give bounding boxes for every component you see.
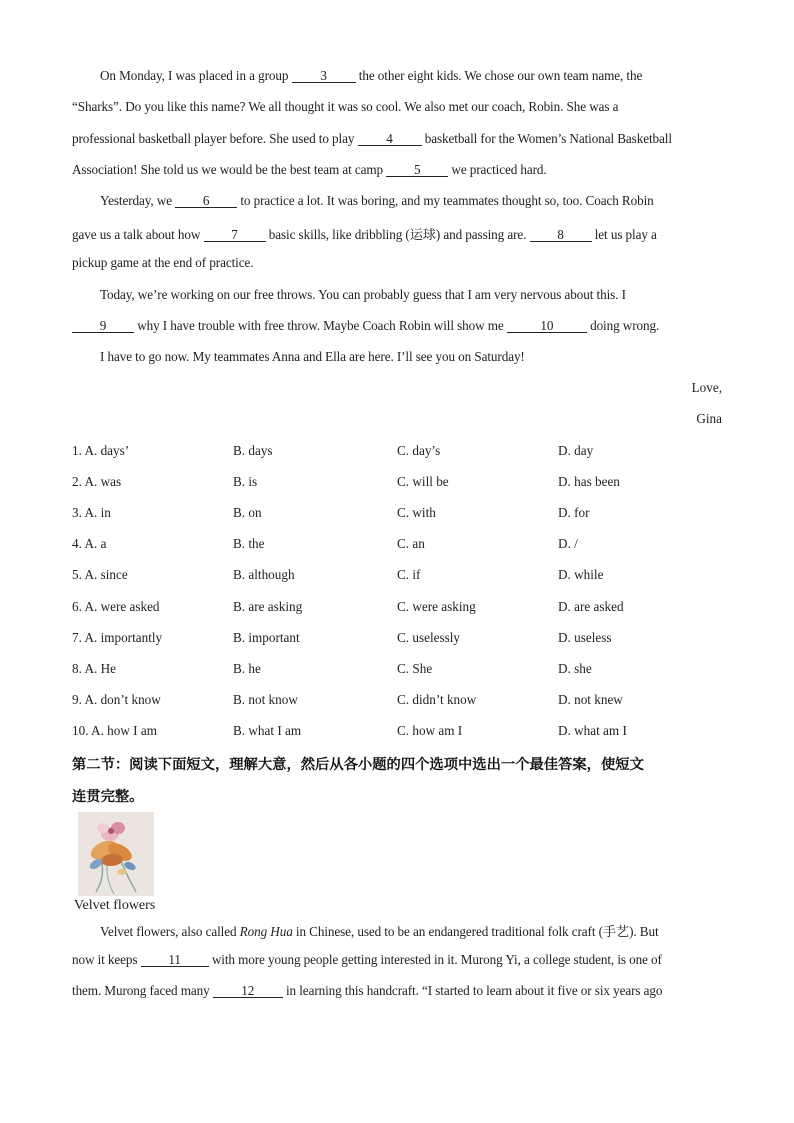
option-10a[interactable]: 10. A. how I am (72, 723, 157, 738)
text: in learning this handcraft. “I started to learn about it five or six years ago (282, 983, 663, 998)
option-7b[interactable]: B. important (233, 630, 300, 645)
letter-line (72, 131, 672, 147)
text: now it keeps (72, 952, 141, 967)
option-2d[interactable]: D. has been (558, 474, 620, 489)
option-1b[interactable]: B. days (233, 443, 273, 458)
text: why I have trouble with free throw. Maybe Coach Robin will show me (134, 318, 507, 333)
section-heading: 第二节：阅读下面短文，理解大意，然后从各小题的四个选项中选出一个最佳答案，使短文 (72, 757, 644, 773)
text: let us play a (591, 227, 657, 242)
blank-3: 3 (292, 69, 356, 83)
option-6a[interactable]: 6. A. were asked (72, 599, 160, 614)
passage-line (72, 983, 662, 999)
option-9a[interactable]: 9. A. don’t know (72, 692, 161, 707)
option-2c[interactable]: C. will be (397, 474, 449, 489)
letter-line (72, 255, 253, 271)
text: gave us a talk about how (72, 227, 204, 242)
option-6c[interactable]: C. were asking (397, 599, 476, 614)
text: “Sharks”. Do you like this name? We all thought it was so cool. We also met our coach, Robin. She was a (72, 99, 619, 114)
text: pickup game at the end of practice. (72, 255, 254, 270)
text: in Chinese, used to be an endangered traditional folk craft (手艺). But (292, 924, 659, 939)
option-8c[interactable]: C. She (397, 661, 433, 676)
letter-line (100, 193, 654, 209)
blank-10: 10 (507, 319, 587, 333)
letter-line (100, 349, 525, 365)
option-8b[interactable]: B. he (233, 661, 261, 676)
option-4d[interactable]: D. / (558, 536, 578, 551)
option-4a[interactable]: 4. A. a (72, 536, 107, 551)
text: basic skills, like dribbling (运球) and passing are. (265, 227, 530, 242)
option-7a[interactable]: 7. A. importantly (72, 630, 163, 645)
option-4b[interactable]: B. the (233, 536, 265, 551)
letter-line (72, 224, 657, 243)
text: I have to go now. My teammates Anna and Ella are here. I’ll see you on Saturday! (100, 349, 525, 364)
text: Today, we’re working on our free throws. You can probably guess that I am very nervous about this. I (100, 287, 626, 302)
section-heading-cont: 连贯完整。 (72, 789, 144, 805)
option-5c[interactable]: C. if (397, 567, 421, 582)
blank-6: 6 (175, 194, 237, 208)
option-3b[interactable]: B. on (233, 505, 262, 520)
text-italic: Rong Hua (239, 924, 293, 939)
passage-line (100, 921, 659, 940)
blank-5: 5 (386, 163, 448, 177)
text: Association! She told us we would be the best team at camp (72, 162, 387, 177)
blank-9: 9 (72, 319, 134, 333)
text: to practice a lot. It was boring, and my teammates thought so, too. Coach Robin (237, 193, 654, 208)
letter-closing: Love, (691, 380, 722, 395)
option-10d[interactable]: D. what am I (558, 723, 627, 738)
blank-11: 11 (141, 953, 209, 967)
option-8d[interactable]: D. she (558, 661, 592, 676)
blank-7: 7 (204, 228, 266, 242)
letter-line (100, 287, 626, 303)
passage-line (72, 952, 662, 968)
option-2a[interactable]: 2. A. was (72, 474, 122, 489)
blank-8: 8 (530, 228, 592, 242)
letter-line (72, 318, 659, 334)
flower-illustration (78, 812, 154, 896)
option-9c[interactable]: C. didn’t know (397, 692, 477, 707)
option-2b[interactable]: B. is (233, 474, 258, 489)
text: basketball for the Women’s National Basketball (421, 131, 672, 146)
text: Yesterday, we (100, 193, 176, 208)
letter-line (72, 99, 618, 115)
option-5a[interactable]: 5. A. since (72, 567, 128, 582)
text: On Monday, I was placed in a group (100, 68, 292, 83)
option-5d[interactable]: D. while (558, 567, 604, 582)
text: with more young people getting interested in it. Murong Yi, a college student, is one of (208, 952, 662, 967)
option-8a[interactable]: 8. A. He (72, 661, 116, 676)
option-1c[interactable]: C. day’s (397, 443, 441, 458)
option-10c[interactable]: C. how am I (397, 723, 463, 738)
option-7c[interactable]: C. uselessly (397, 630, 461, 645)
text: the other eight kids. We chose our own team name, the (355, 68, 643, 83)
option-4c[interactable]: C. an (397, 536, 425, 551)
option-3d[interactable]: D. for (558, 505, 590, 520)
letter-line (100, 68, 642, 84)
option-7d[interactable]: D. useless (558, 630, 612, 645)
blank-4: 4 (358, 132, 422, 146)
text: doing wrong. (586, 318, 660, 333)
option-3a[interactable]: 3. A. in (72, 505, 111, 520)
velvet-flowers-image (78, 812, 154, 896)
text: we practiced hard. (448, 162, 547, 177)
letter-signature: Gina (696, 411, 722, 426)
option-6d[interactable]: D. are asked (558, 599, 624, 614)
option-1d[interactable]: D. day (558, 443, 594, 458)
text: professional basketball player before. She used to play (72, 131, 358, 146)
text: them. Murong faced many (72, 983, 213, 998)
option-1a[interactable]: 1. A. days’ (72, 443, 130, 458)
option-6b[interactable]: B. are asking (233, 599, 303, 614)
image-caption: Velvet flowers (74, 898, 156, 913)
option-10b[interactable]: B. what I am (233, 723, 302, 738)
blank-12: 12 (213, 984, 283, 998)
option-9b[interactable]: B. not know (233, 692, 298, 707)
text: Velvet flowers, also called (100, 924, 240, 939)
letter-line (72, 162, 547, 178)
option-9d[interactable]: D. not knew (558, 692, 623, 707)
option-5b[interactable]: B. although (233, 567, 295, 582)
option-3c[interactable]: C. with (397, 505, 436, 520)
